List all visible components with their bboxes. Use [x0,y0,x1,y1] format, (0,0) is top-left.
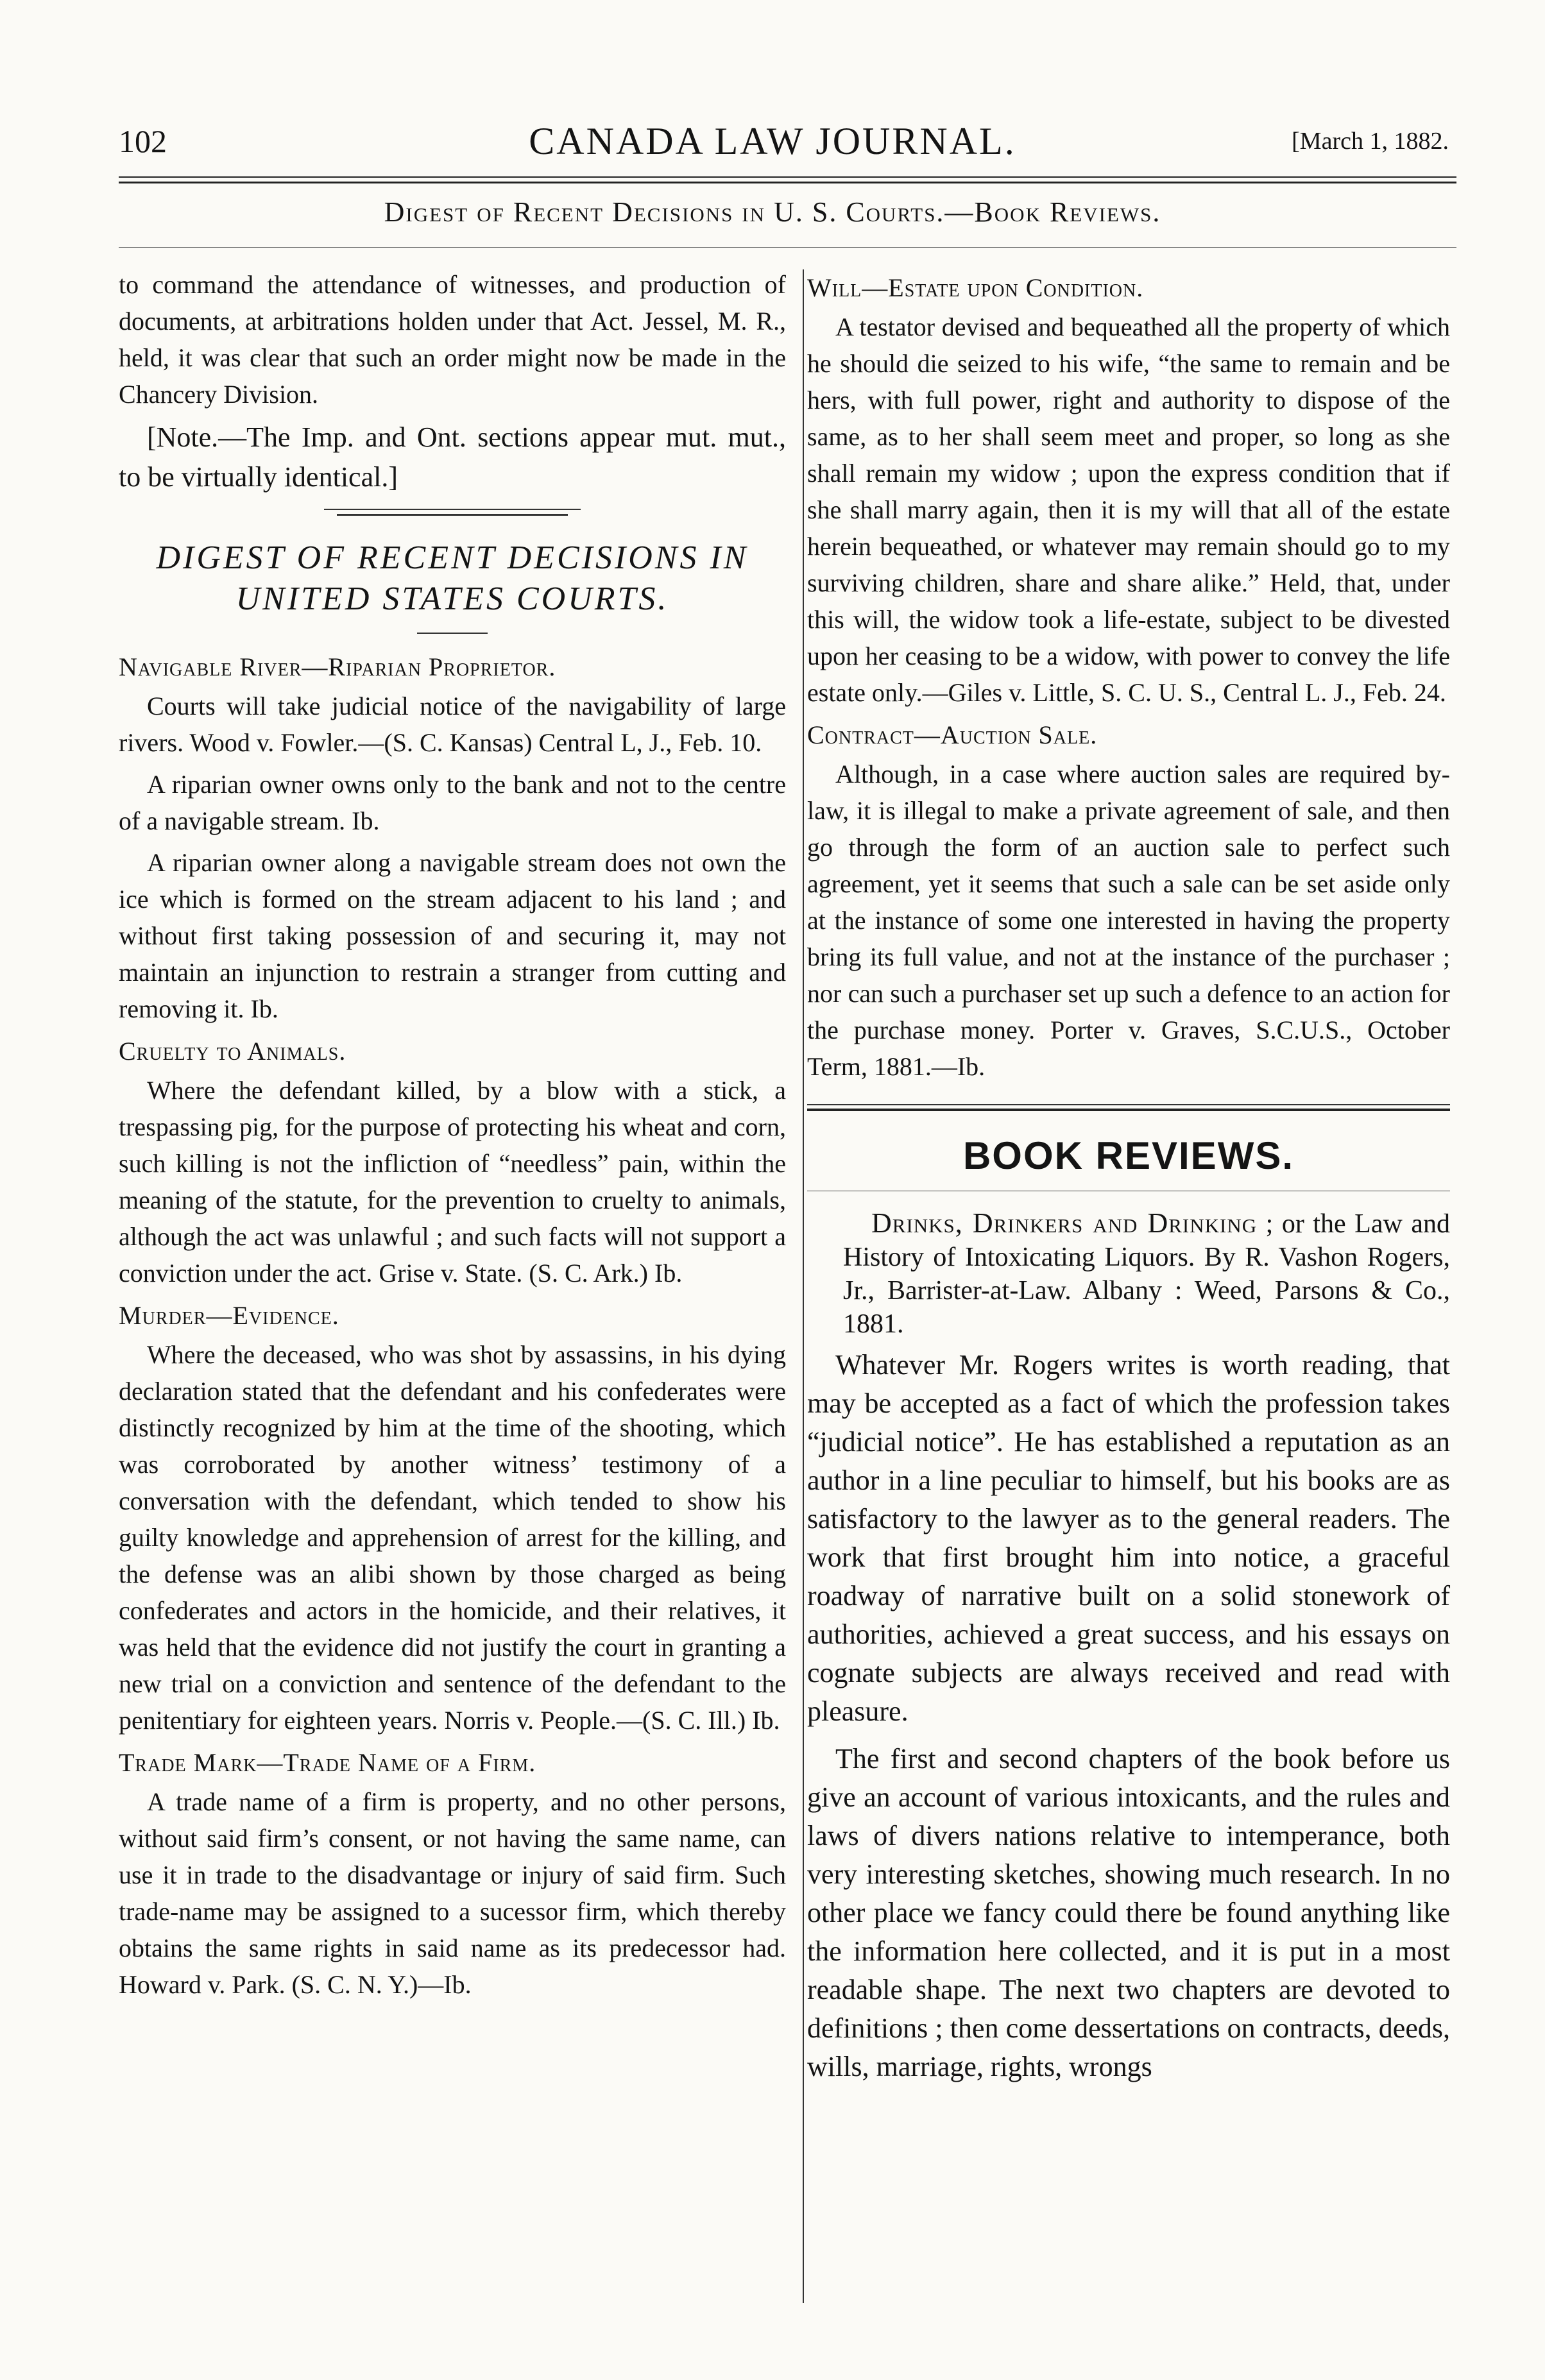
book-title: Drinks, Drinkers and Drinking [871,1207,1258,1239]
case-paragraph: A trade name of a firm is property, and no other persons, without said firm’s consent, or not having the same name, can use it in trade to the disadvantage or injury of said firm. Such trade-name may be assigned to a sucessor firm, which thereby obtains the same rights in said name as its predecessor had. Howard v. Park. (S. C. N. Y.)—Ib. [119,1787,786,1999]
book-reviews-title: BOOK REVIEWS. [962,1134,1295,1177]
case-heading: Murder—Evidence. [119,1301,339,1330]
case-paragraph: A testator devised and bequeathed all the property of which he should die seized to his wife, “the same to remain and be hers, with full power, right and authority to dispose of the same, as to her shall seem meet and proper, so long as she shall remain my widow ; upon the express condition that if she shall marry again, then it is my will that all of the estate herein bequeathed, or whatever may remain should go to my surviving children, share and share alike.” Held, that, under this will, the widow took a life-estate, subject to be divested upon her ceasing to be a widow, with power to convey the life estate only.—Giles v. Little, S. C. U. S., Central L. J., Feb. 24. [807,312,1450,707]
left-column [119,266,786,2008]
case-paragraph: A riparian owner owns only to the bank and not to the centre of a navigable stream. Ib. [119,770,786,835]
case-heading: Cruelty to Animals. [119,1037,346,1066]
digest-title: DIGEST OF RECENT DECISIONS IN UNITED STATES COURTS. [156,540,749,617]
case-paragraph: Where the deceased, who was shot by assassins, in his dying declaration stated that the defendant and his confederates were distinctly recognized by him at the time of the shooting, which was corroborated by another witness’ testimony of a conversation with the defendant, which tended to show his guilty knowledge and apprehension of arrest for the killing, and the defense was an alibi shown by those charged as being confederates and actors in the homicide, and their relatives, it was held that the evidence did not justify the court in granting a new trial on a conviction and sentence of the defendant to the penitentiary for eighteen years. Norris v. People.—(S. C. Ill.) Ib. [119,1340,786,1735]
case-heading: Trade Mark—Trade Name of a Firm. [119,1748,536,1777]
case-heading: Navigable River—Riparian Proprietor. [119,652,556,681]
review-paragraph: The first and second chapters of the book before us give an account of various intoxicants, and the rules and laws of divers nations relative to intemperance, both very interesting sketches, showing much research. In no other place we fancy could there be found anything like the information here collected, and it is put in a most readable shape. The next two chapters are devoted to definitions ; then come dessertations on contracts, deeds, wills, marriage, rights, wrongs [807,1743,1450,2082]
editor-note: [Note.—The Imp. and Ont. sections appear mut. mut., to be virtually identical.] [119,421,786,493]
header-rule-thick [119,182,1456,183]
case-paragraph: Although, in a case where auction sales are required by-law, it is illegal to make a private agreement of sale, and then go through the form of an auction sale to perfect such agreement, yet it seems that such a sale can be set aside only at the instance of some one interested in having the property bring its full value, and not at the instance of the purchaser ; nor can such a purchaser set up such a defence to an action for the purchase money. Porter v. Graves, S.C.U.S., October Term, 1881.—Ib. [807,760,1450,1081]
book-citation [807,1207,1450,1341]
page-number: 102 [119,123,167,159]
case-heading: Contract—Auction Sale. [807,720,1098,749]
continued-paragraph: to command the attendance of witnesses, and production of documents, at arbitrations holden under that Act. Jessel, M. R., held, it was clear that such an order might now be made in the Chancery Division. [119,270,786,409]
book-citation-details: ; or the Law and History of Intoxicating Liquors. By R. Vashon Rogers, Jr., Barrister-at-Law. Albany : Weed, Parsons & Co., 1881. [843,1209,1450,1339]
right-column [807,266,1450,2095]
case-heading: Will—Estate upon Condition. [807,273,1144,302]
running-title: CANADA LAW JOURNAL. [529,120,1016,162]
case-paragraph: Courts will take judicial notice of the navigability of large rivers. Wood v. Fowler.—(S. C. Kansas) Central L, J., Feb. 10. [119,692,786,757]
issue-date: [March 1, 1882. [1292,128,1449,155]
case-paragraph: Where the defendant killed, by a blow with a stick, a trespassing pig, for the purpose of protecting his wheat and corn, such killing is not the infliction of “needless” pain, within the meaning of the statute, for the prevention to cruelty to animals, although the act was unlawful ; and such facts will not support a conviction under the act. Grise v. State. (S. C. Ark.) Ib. [119,1076,786,1288]
section-ornament [324,509,581,516]
short-rule [417,633,488,634]
case-paragraph: A riparian owner along a navigable stream does not own the ice which is formed on the stream adjacent to his land ; and without first taking possession of and securing it, may not maintain an injunction to restrain a stranger from cutting and removing it. Ib. [119,848,786,1023]
column-divider [803,269,804,2303]
section-ornament [807,1104,1450,1111]
page-subtitle: Digest of Recent Decisions in U. S. Courts.—Book Reviews. [384,196,1161,228]
subtitle-rule [119,247,1456,248]
review-paragraph: Whatever Mr. Rogers writes is worth reading, that may be accepted as a fact of which the profession takes “judicial notice”. He has established a reputation as an author in a line peculiar to himself, but his books are as satisfactory to the lawyer as to the general readers. The work that first brought him into notice, a graceful roadway of narrative built on a solid stonework of authorities, achieved a great success, and his essays on cognate subjects are always received and read with pleasure. [807,1349,1450,1727]
header-rule [119,176,1456,178]
